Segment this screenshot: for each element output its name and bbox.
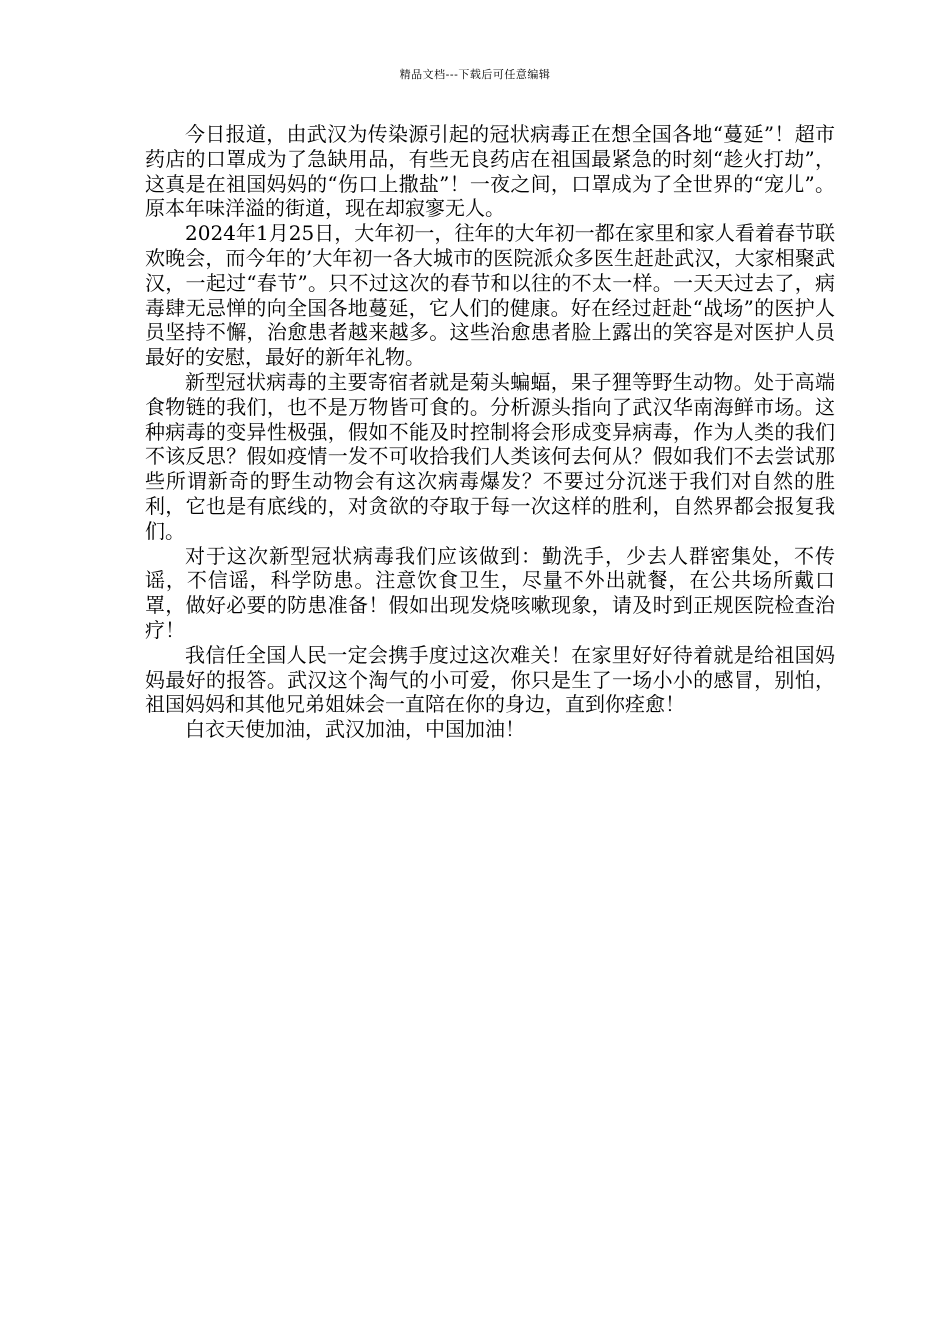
paragraph-4: 对于这次新型冠状病毒我们应该做到：勤洗手，少去人群密集处，不传谣，不信谣，科学防患。注意饮食卫生，尽量不外出就餐，在公共场所戴口罩，做好必要的防患准备！假如出现发烧咳嗽现象，请及时到正规医院检查治疗！ [145, 543, 835, 642]
paragraph-2: 2024年1月25日，大年初一，往年的大年初一都在家里和家人看着春节联欢晚会，而今年的’大年初一各大城市的医院派众多医生赶赴武汉，大家相聚武汉，一起过“春节”。只不过这次的春节和以往的不太一样。一天天过去了，病毒肆无忌惮的向全国各地蔓延，它人们的健康。好在经过赶赴“战场”的医护人员坚持不懈，治愈患者越来越多。这些治愈患者脸上露出的笑容是对医护人员最好的安慰，最好的新年礼物。 [145, 221, 835, 370]
page-header: 精品文档---下载后可任意编辑 [399, 68, 551, 81]
paragraph-3: 新型冠状病毒的主要寄宿者就是菊头蝙蝠，果子狸等野生动物。处于高端食物链的我们，也不是万物皆可食的。分析源头指向了武汉华南海鲜市场。这种病毒的变异性极强，假如不能及时控制将会形成变异病毒，作为人类的我们不该反思？假如疫情一发不可收拾我们人类该何去何从？假如我们不去尝试那些所谓新奇的野生动物会有这次病毒爆发？不要过分沉迷于我们对自然的胜利，它也是有底线的，对贪欲的夺取于每一次这样的胜利，自然界都会报复我们。 [145, 369, 835, 543]
article-body [145, 122, 835, 742]
paragraph-1: 今日报道，由武汉为传染源引起的冠状病毒正在想全国各地“蔓延”！超市药店的口罩成为了急缺用品，有些无良药店在祖国最紧急的时刻“趁火打劫”，这真是在祖国妈妈的“伤口上撒盐”！一夜之间，口罩成为了全世界的“宠儿”。原本年味洋溢的街道，现在却寂寥无人。 [145, 122, 835, 221]
paragraph-5: 我信任全国人民一定会携手度过这次难关！在家里好好待着就是给祖国妈妈最好的报答。武汉这个淘气的小可爱，你只是生了一场小小的感冒，别怕，祖国妈妈和其他兄弟姐妹会一直陪在你的身边，直到你痊愈！ [145, 642, 835, 717]
paragraph-6: 白衣天使加油，武汉加油，中国加油！ [185, 717, 525, 742]
